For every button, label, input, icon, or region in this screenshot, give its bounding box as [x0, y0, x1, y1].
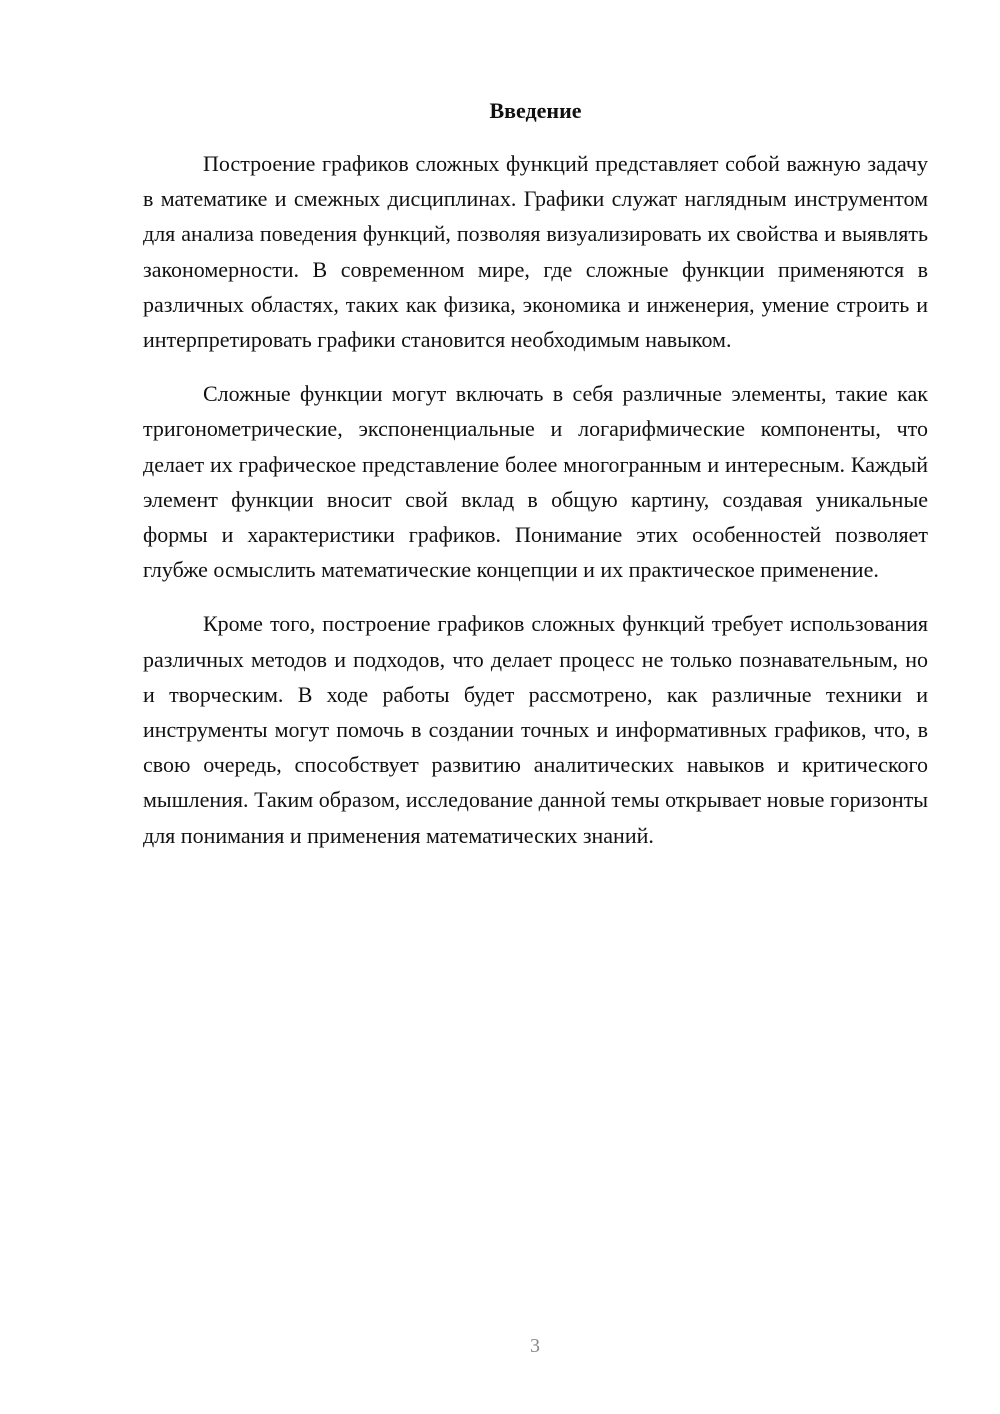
page-content: [143, 96, 928, 872]
paragraph-1: Построение графиков сложных функций представляет собой важную задачу в математике и смежных дисциплинах. Графики служат наглядным инструментом для анализа поведения функций, позволяя визуализировать их свойства и выявлять закономерности. В современном мире, где сложные функции применяются в различных областях, таких как физика, экономика и инженерия, умение строить и интерпретировать графики становится необходимым навыком.: [143, 151, 928, 353]
page-number: 3: [530, 1335, 540, 1357]
paragraph-2: Сложные функции могут включать в себя различные элементы, такие как тригонометрические, экспоненциальные и логарифмические компоненты, что делает их графическое представление более многогранным и интересным. Каждый элемент функции вносит свой вклад в общую картину, создавая уникальные формы и характеристики графиков. Понимание этих особенностей позволяет глубже осмыслить математические концепции и их практическое применение.: [143, 381, 928, 583]
section-heading: Введение: [489, 98, 582, 123]
paragraph-3: Кроме того, построение графиков сложных функций требует использования различных методов и подходов, что делает процесс не только познавательным, но и творческим. В ходе работы будет рассмотрено, как различные техники и инструменты могут помочь в создании точных и информативных графиков, что, в свою очередь, способствует развитию аналитических навыков и критического мышления. Таким образом, исследование данной темы открывает новые горизонты для понимания и применения математических знаний.: [143, 611, 928, 848]
